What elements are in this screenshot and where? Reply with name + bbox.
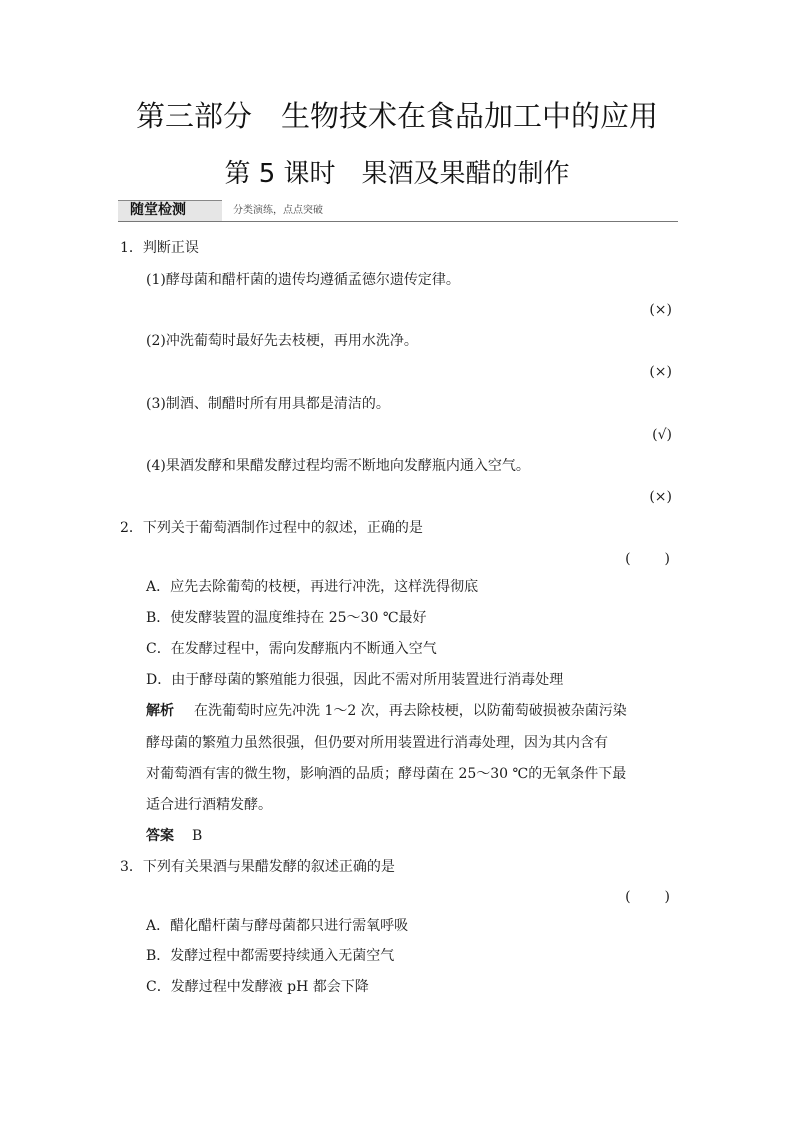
q3-option-b: B．发酵过程中都需要持续通入无菌空气 (146, 948, 395, 964)
section-label: 随堂检测 (130, 202, 186, 218)
q2-option-b: B．使发酵装置的温度维持在 25～30 ℃最好 (146, 610, 427, 626)
q1-item-1: (1)酵母菌和醋杆菌的遗传均遵循孟德尔遗传定律。 (146, 272, 460, 288)
q2-answer-blank: ( ) (625, 551, 672, 567)
q2-answer-label: 答案 (146, 828, 174, 844)
q3-answer-blank: ( ) (625, 889, 672, 905)
q1-item-4-mark: (×) (649, 489, 672, 505)
section-divider (118, 221, 678, 222)
q2-option-a: A．应先去除葡萄的枝梗，再进行冲洗，这样洗得彻底 (146, 579, 479, 595)
section-subtitle: 分类演练，点点突破 (233, 205, 323, 216)
q1-item-1-mark: (×) (649, 302, 672, 318)
q2-stem: 2．下列关于葡萄酒制作过程中的叙述，正确的是 (120, 520, 423, 536)
q2-analysis-line-2: 酵母菌的繁殖力虽然很强，但仍要对所用装置进行消毒处理，因为其内含有 (146, 735, 608, 751)
part-title: 第三部分 生物技术在食品加工中的应用 (135, 99, 658, 133)
q2-option-d: D．由于酵母菌的繁殖能力很强，因此不需对所用装置进行消毒处理 (146, 672, 564, 688)
q1-stem: 1．判断正误 (120, 240, 199, 256)
lesson-title: 第 5 课时 果酒及果醋的制作 (224, 159, 570, 189)
q2-analysis-line-4: 适合进行酒精发酵。 (146, 797, 272, 813)
q2-analysis-line-1: 在洗葡萄时应先冲洗 1～2 次，再去除枝梗，以防葡萄破损被杂菌污染 (194, 703, 627, 719)
q1-item-3: (3)制酒、制醋时所有用具都是清洁的。 (146, 396, 390, 412)
q2-analysis-label: 解析 (146, 703, 174, 719)
q1-item-3-mark: (√) (652, 427, 672, 443)
q1-item-2-mark: (×) (649, 364, 672, 380)
q2-analysis-line-3: 对葡萄酒有害的微生物，影响酒的品质；酵母菌在 25～30 ℃的无氧条件下最 (146, 766, 627, 782)
q1-item-2: (2)冲洗葡萄时最好先去枝梗，再用水洗净。 (146, 333, 418, 349)
section-header (118, 200, 678, 222)
q1-item-4: (4)果酒发酵和果醋发酵过程均需不断地向发酵瓶内通入空气。 (146, 458, 530, 474)
q3-option-c: C．发酵过程中发酵液 pH 都会下降 (146, 979, 369, 995)
q3-stem: 3．下列有关果酒与果醋发酵的叙述正确的是 (120, 859, 395, 875)
q2-option-c: C．在发酵过程中，需向发酵瓶内不断通入空气 (146, 641, 437, 657)
q2-answer: B (192, 828, 203, 844)
q3-option-a: A．醋化醋杆菌与酵母菌都只进行需氧呼吸 (146, 918, 409, 934)
